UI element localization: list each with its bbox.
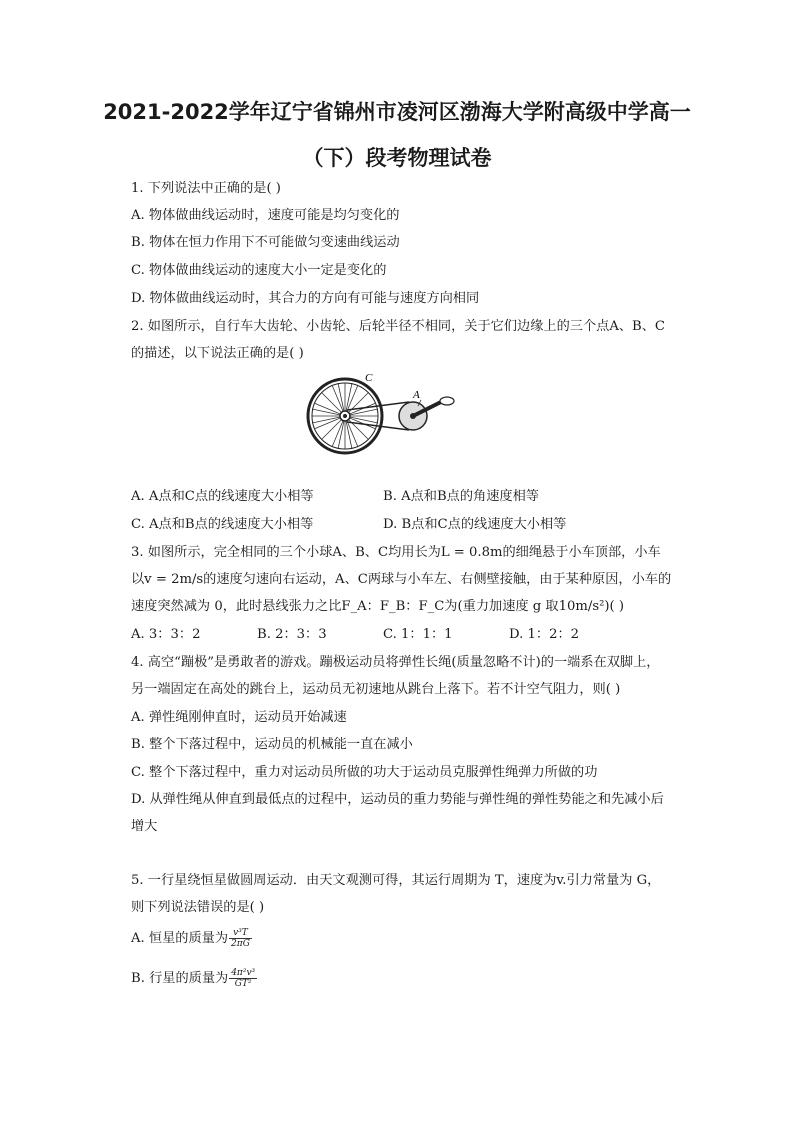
q1-option-c: C. 物体做曲线运动的速度大小一定是变化的 <box>131 263 387 278</box>
q3-stem-line3: 速度突然减为 0，此时悬线张力之比F_A：F_B：F_C为(重力加速度 g 取10m/s²)( ) <box>131 599 624 614</box>
bicycle-wheel-icon <box>305 372 495 460</box>
q1-stem: 1. 下列说法中正确的是( ) <box>131 181 281 196</box>
q5-option-b-prefix: B. 行星的质量为 <box>131 971 229 986</box>
q5-stem-line1: 5. 一行星绕恒星做圆周运动．由天文观测可得，其运行周期为 T，速度为v.引力常量为 G， <box>131 873 661 888</box>
q3-option-d: D. 1：2：2 <box>509 627 580 642</box>
q5-option-a-prefix: A. 恒星的质量为 <box>131 931 229 946</box>
q2-stem-line1: 2. 如图所示，自行车大齿轮、小齿轮、后轮半径不相同，关于它们边缘上的三个点A、B、C <box>131 319 666 334</box>
q4-stem-line2: 另一端固定在高处的跳台上，运动员无初速地从跳台上落下。若不计空气阻力，则( ) <box>131 682 621 697</box>
q2-option-a: A. A点和C点的线速度大小相等 <box>131 489 314 504</box>
q3-option-b: B. 2：3：3 <box>257 627 327 642</box>
page-title-line2: （下）段考物理试卷 <box>302 146 492 170</box>
q5-option-a-denominator: 2πG <box>231 939 250 949</box>
label-c: C <box>365 372 373 384</box>
q2-option-d: D. B点和C点的线速度大小相等 <box>383 517 567 532</box>
page-title-line1: 2021-2022学年辽宁省锦州市凌河区渤海大学附高级中学高一 <box>103 100 691 124</box>
label-a: A <box>413 389 420 401</box>
q4-option-c: C. 整个下落过程中，重力对运动员所做的功大于运动员克服弹性绳弹力所做的功 <box>131 765 598 780</box>
q2-stem-line2: 的描述，以下说法正确的是( ) <box>131 346 304 361</box>
q1-option-a: A. 物体做曲线运动时，速度可能是均匀变化的 <box>131 208 400 223</box>
q4-option-b: B. 整个下落过程中，运动员的机械能一直在减小 <box>131 737 413 752</box>
q4-option-d-line1: D. 从弹性绳从伸直到最低点的过程中，运动员的重力势能与弹性绳的弹性势能之和先减小后 <box>131 792 664 807</box>
q2-option-c: C. A点和B点的线速度大小相等 <box>131 517 314 532</box>
q5-option-b-fraction <box>229 968 257 989</box>
q5-option-a-numerator: v³T <box>229 928 252 939</box>
q3-option-a: A. 3：3：2 <box>131 627 201 642</box>
q3-option-c: C. 1：1：1 <box>383 627 453 642</box>
q5-option-a-fraction <box>229 928 252 949</box>
q5-option-a <box>131 928 252 949</box>
q5-option-b-numerator: 4π²v³ <box>231 968 256 978</box>
q1-option-d: D. 物体做曲线运动时，其合力的方向有可能与速度方向相同 <box>131 291 480 306</box>
q4-option-a: A. 弹性绳刚伸直时，运动员开始减速 <box>131 710 347 725</box>
q4-option-d-line2: 增大 <box>131 819 158 834</box>
bicycle-figure <box>305 372 495 464</box>
q5-option-b <box>131 968 257 989</box>
q2-option-b: B. A点和B点的角速度相等 <box>383 489 539 504</box>
q5-stem-line2: 则下列说法错误的是( ) <box>131 900 265 915</box>
q4-stem-line1: 4. 高空“蹦极”是勇敢者的游戏。蹦极运动员将弹性长绳(质量忽略不计)的一端系在双脚上， <box>131 655 660 670</box>
q3-stem-line1: 3. 如图所示，完全相同的三个小球A、B、C均用长为L = 0.8m的细绳悬于小车顶部，小车 <box>131 545 661 560</box>
q5-option-b-denominator: GT² <box>234 979 252 989</box>
q3-stem-line2: 以v = 2m/s的速度匀速向右运动，A、C两球与小车左、右侧壁接触，由于某种原因，小车的 <box>131 572 672 587</box>
q1-option-b: B. 物体在恒力作用下不可能做匀变速曲线运动 <box>131 235 400 250</box>
